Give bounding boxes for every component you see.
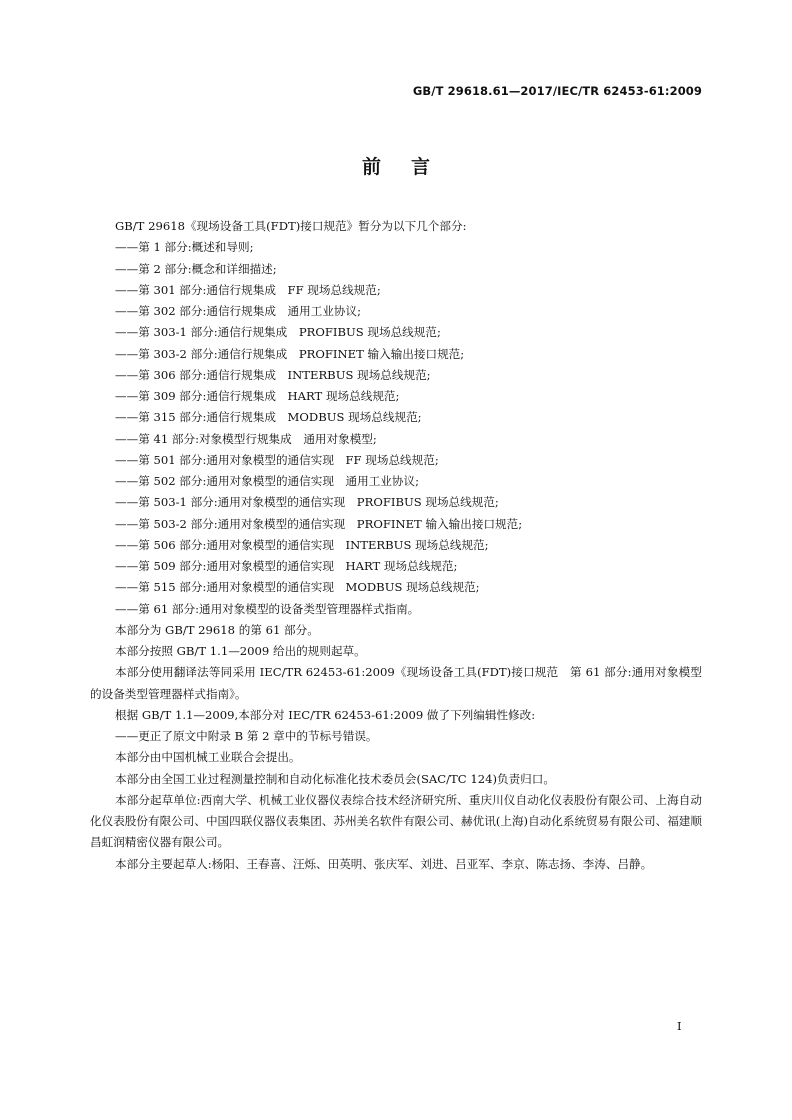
paragraph: GB/T 29618《现场设备工具(FDT)接口规范》暂分为以下几个部分: <box>115 219 467 233</box>
list-item: ——第 515 部分:通用对象模型的通信实现 MODBUS 现场总线规范; <box>115 580 480 595</box>
standard-number-header: GB/T 29618.61—2017/IEC/TR 62453-61:2009 <box>412 84 702 98</box>
list-item: ——第 509 部分:通用对象模型的通信实现 HART 现场总线规范; <box>115 559 458 573</box>
list-item: ——第 503-2 部分:通用对象模型的通信实现 PROFINET 输入输出接口规范; <box>115 516 523 531</box>
list-item: ——第 501 部分:通用对象模型的通信实现 FF 现场总线规范; <box>115 452 439 467</box>
paragraph: 本部分主要起草人:杨阳、王春喜、汪烁、田英明、张庆军、刘进、吕亚军、李京、陈志扬、李涛、吕静。 <box>115 856 653 871</box>
paragraph: 本部分由全国工业过程测量控制和自动化标准化技术委员会(SAC/TC 124)负责归口。 <box>115 771 555 786</box>
foreword-body <box>90 216 702 875</box>
list-item: ——第 61 部分:通用对象模型的设备类型管理器样式指南。 <box>115 601 420 616</box>
list-item: ——第 506 部分:通用对象模型的通信实现 INTERBUS 现场总线规范; <box>115 537 489 552</box>
list-item: ——第 303-1 部分:通信行规集成 PROFIBUS 现场总线规范; <box>115 325 441 340</box>
list-item: ——第 315 部分:通信行规集成 MODBUS 现场总线规范; <box>115 410 422 425</box>
page-number: I <box>677 1019 682 1033</box>
paragraph: 本部分使用翻译法等同采用 IEC/TR 62453-61:2009《现场设备工具(FDT)接口规范 第 61 部分:通用对象模型的设备类型管理器样式指南》。 <box>90 665 702 701</box>
list-item: ——第 306 部分:通信行规集成 INTERBUS 现场总线规范; <box>115 367 431 382</box>
list-item: ——第 503-1 部分:通用对象模型的通信实现 PROFIBUS 现场总线规范; <box>115 495 499 510</box>
paragraph: 本部分起草单位:西南大学、机械工业仪器仪表综合技术经济研究所、重庆川仪自动化仪表股份有限公司、上海自动化仪表股份有限公司、中国四联仪器仪表集团、苏州美名软件有限公司、赫优讯(上海)自动化系统贸易有限公司、福建顺昌虹润精密仪器有限公司。 <box>90 792 702 850</box>
list-item: ——第 301 部分:通信行规集成 FF 现场总线规范; <box>115 282 381 297</box>
list-item: ——第 302 部分:通信行规集成 通用工业协议; <box>115 304 362 318</box>
list-item: ——更正了原文中附录 B 第 2 章中的节标号错误。 <box>115 729 378 743</box>
paragraph: 本部分为 GB/T 29618 的第 61 部分。 <box>115 622 319 637</box>
list-item: ——第 502 部分:通用对象模型的通信实现 通用工业协议; <box>115 474 419 488</box>
page-title: 前言 <box>361 156 460 178</box>
paragraph: 根据 GB/T 1.1—2009,本部分对 IEC/TR 62453-61:2009 做了下列编辑性修改: <box>115 707 536 722</box>
list-item: ——第 41 部分:对象模型行规集成 通用对象模型; <box>115 431 377 446</box>
paragraph: 本部分按照 GB/T 1.1—2009 给出的规则起草。 <box>115 644 366 658</box>
list-item: ——第 309 部分:通信行规集成 HART 现场总线规范; <box>115 389 400 403</box>
paragraph: 本部分由中国机械工业联合会提出。 <box>115 750 301 765</box>
list-item: ——第 2 部分:概念和详细描述; <box>115 261 277 276</box>
list-item: ——第 303-2 部分:通信行规集成 PROFINET 输入输出接口规范; <box>115 346 465 361</box>
list-item: ——第 1 部分:概述和导则; <box>115 240 254 255</box>
